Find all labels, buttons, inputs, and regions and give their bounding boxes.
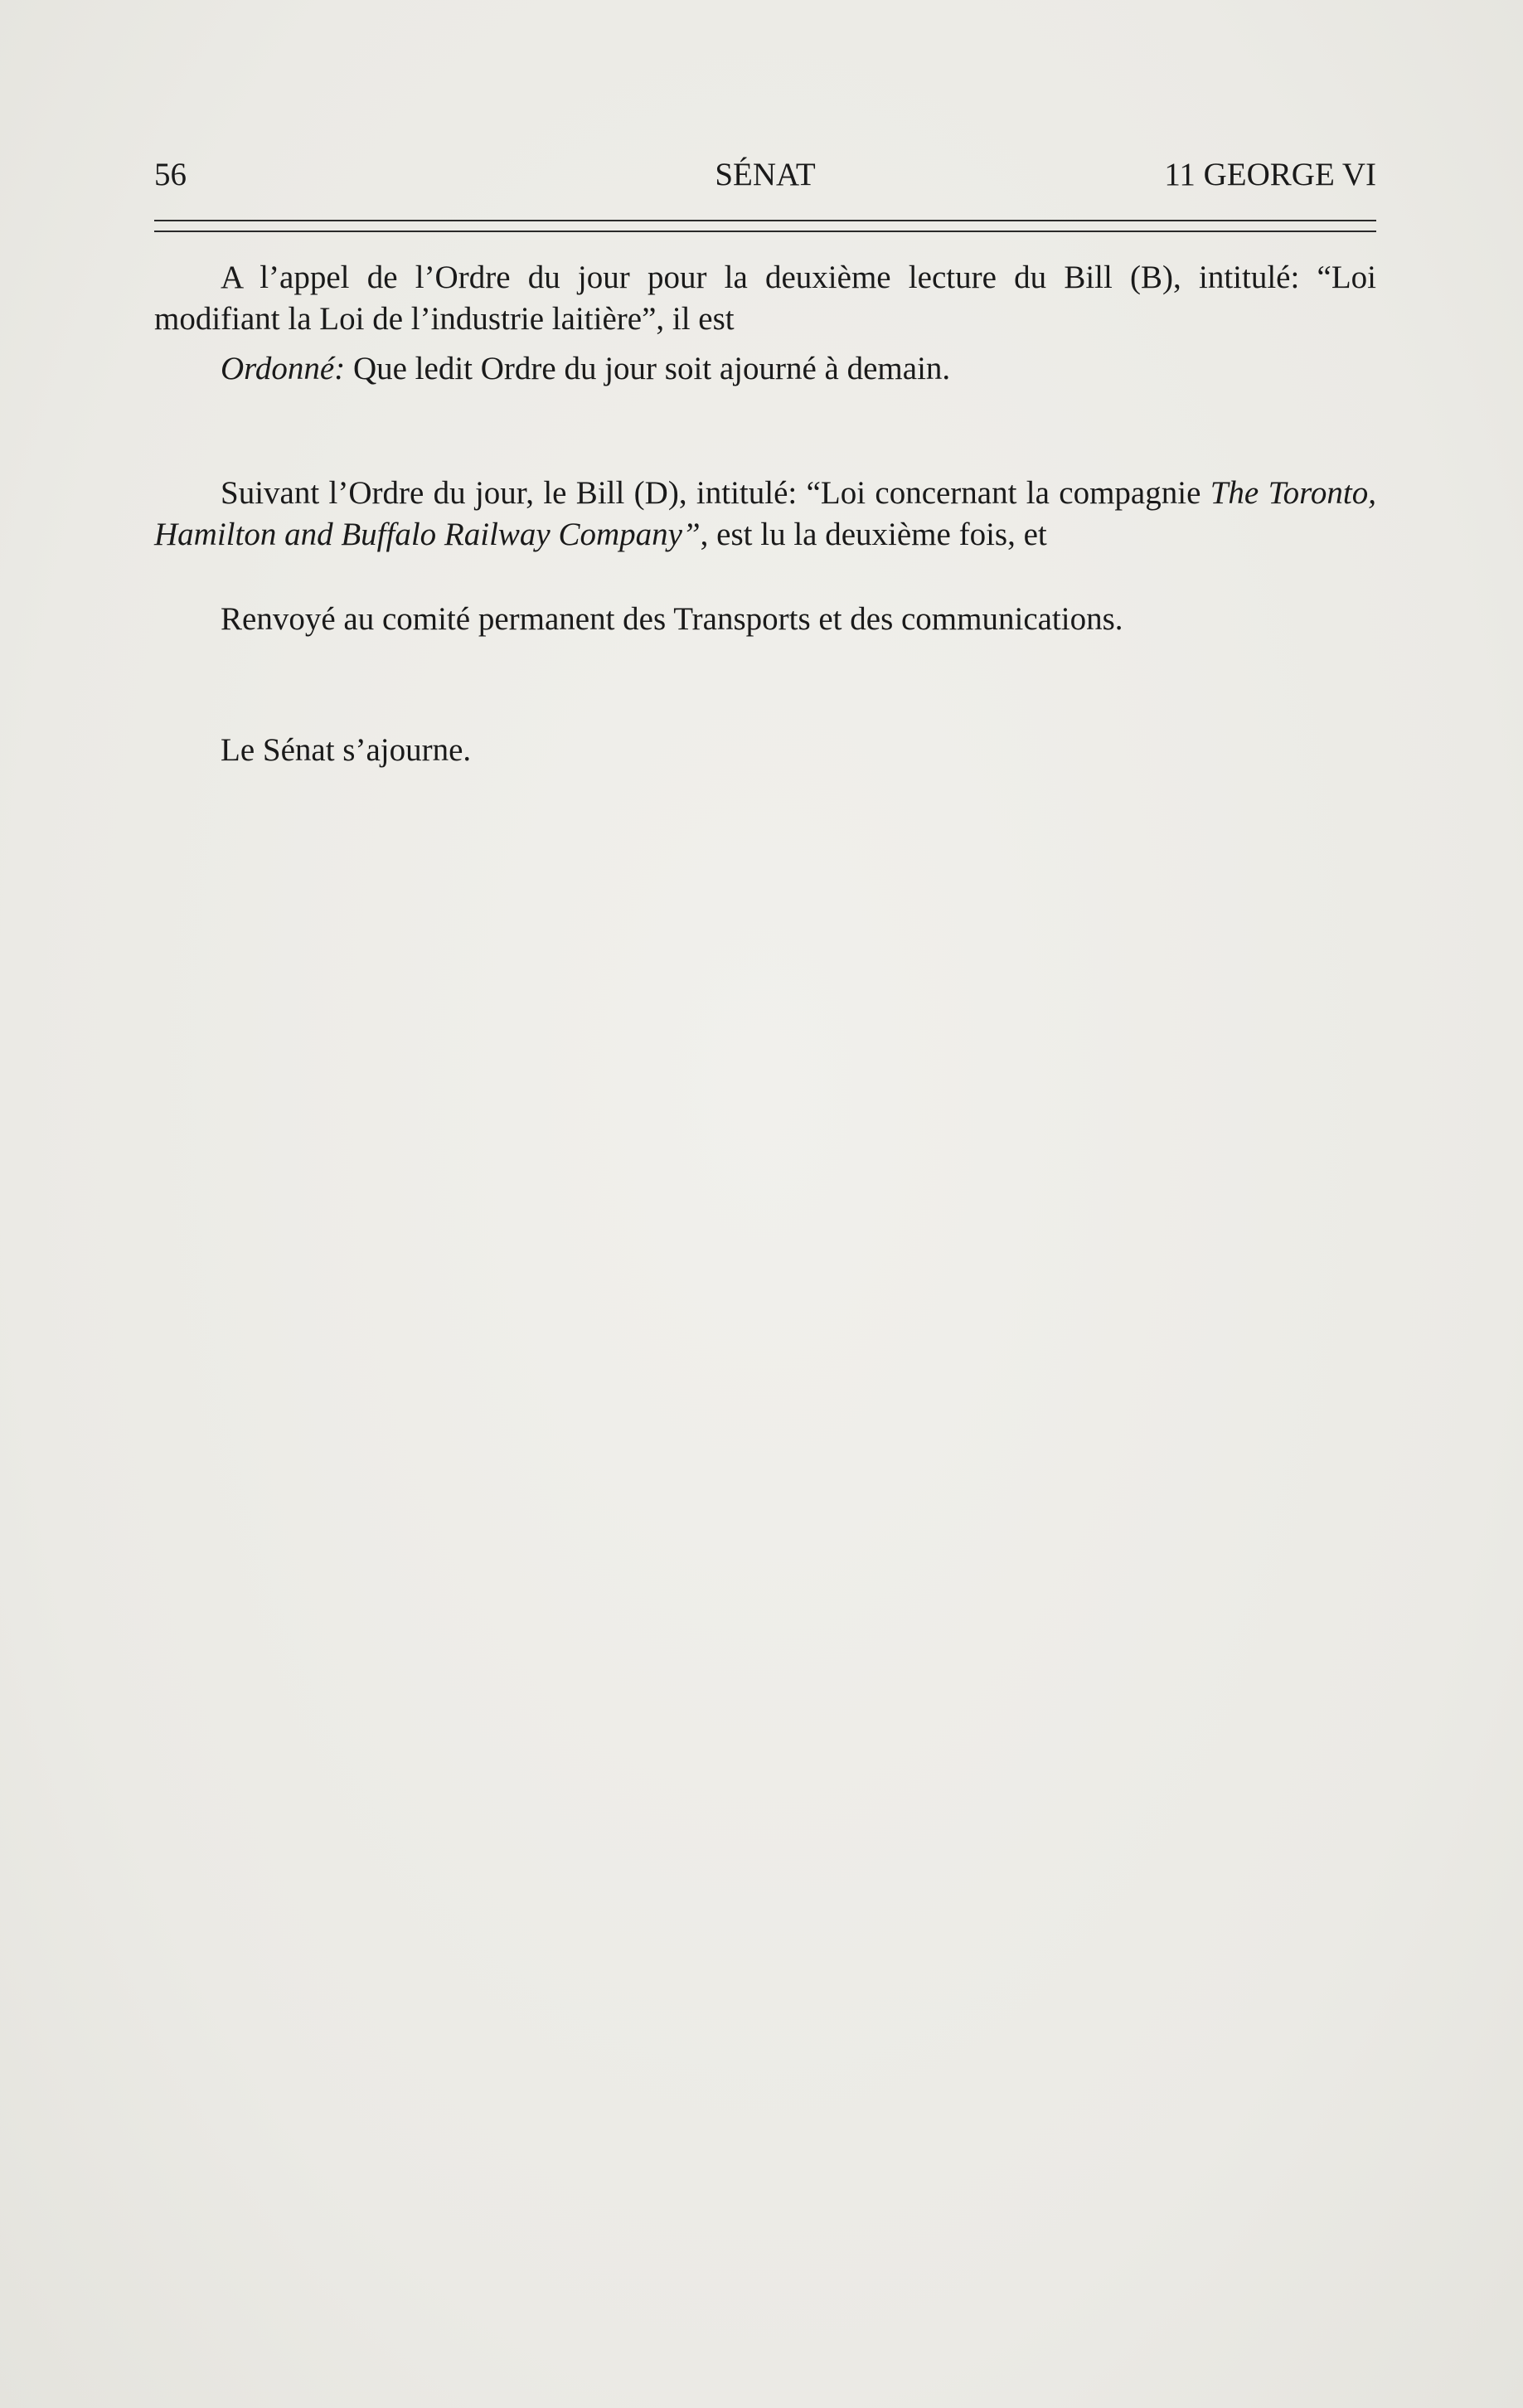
paragraph-ordonne [154,348,1376,390]
bill-d-text-a: Suivant l’Ordre du jour, le Bill (D), intitulé: “Loi concernant la compagnie [221,475,1210,511]
ordonne-label: Ordonné: [221,351,346,386]
session-label: 11 GEORGE VI [1164,157,1376,192]
bill-d-company-name: The Toronto, Hamilton and Buffalo Railway Company” [154,475,1377,552]
page-header [154,156,1376,206]
bill-d-text-b: , est lu la deuxième fois, et [700,517,1047,552]
paragraph-bill-b: A l’appel de l’Ordre du jour pour la deuxième lecture du Bill (B), intitulé: “Loi modifiant la Loi de l’industrie laitière”, il est [154,260,1376,337]
paragraph-ajourne: Le Sénat s’ajourne. [221,732,472,768]
page-number: 56 [154,157,187,192]
ordonne-text: Que ledit Ordre du jour soit ajourné à demain. [345,351,951,386]
header-rule-bottom [154,231,1376,232]
header-rule-top [154,220,1376,221]
paragraph-renvoye: Renvoyé au comité permanent des Transports et des communications. [221,601,1123,637]
running-title: SÉNAT [715,157,816,192]
paragraph-bill-d [154,473,1376,556]
